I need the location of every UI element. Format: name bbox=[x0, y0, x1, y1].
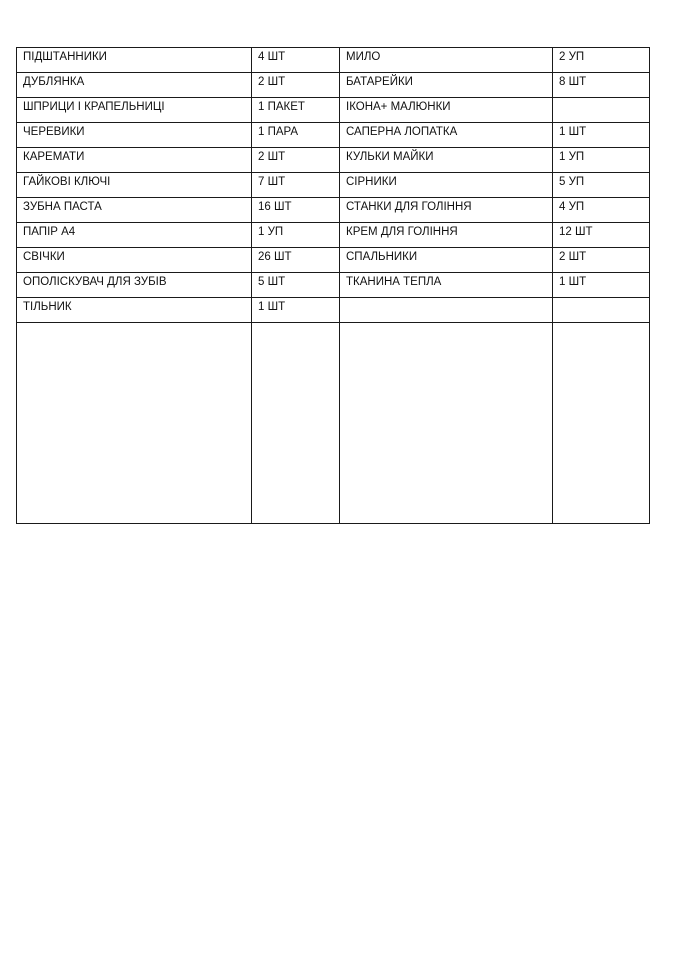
item-name-cell: КАРЕМАТИ bbox=[17, 148, 252, 173]
item-quantity-cell: 1 УП bbox=[252, 223, 340, 248]
item-name-cell: ШПРИЦИ І КРАПЕЛЬНИЦІ bbox=[17, 98, 252, 123]
item-name-cell: ПАПІР А4 bbox=[17, 223, 252, 248]
item-name-cell: СІРНИКИ bbox=[340, 173, 553, 198]
item-quantity-cell: 2 ШТ bbox=[553, 248, 650, 273]
item-name-cell: ПІДШТАННИКИ bbox=[17, 48, 252, 73]
item-quantity-cell: 1 УП bbox=[553, 148, 650, 173]
table-row bbox=[17, 73, 650, 98]
item-quantity-cell: 1 ПАРА bbox=[252, 123, 340, 148]
item-quantity-cell: 5 УП bbox=[553, 173, 650, 198]
item-name-cell: ТКАНИНА ТЕПЛА bbox=[340, 273, 553, 298]
item-name-cell: ІКОНА+ МАЛЮНКИ bbox=[340, 98, 553, 123]
item-quantity-cell bbox=[553, 298, 650, 323]
item-name-cell: СВІЧКИ bbox=[17, 248, 252, 273]
table-row bbox=[17, 198, 650, 223]
table-row bbox=[17, 123, 650, 148]
item-name-cell: ТІЛЬНИК bbox=[17, 298, 252, 323]
item-quantity-cell: 1 ШТ bbox=[553, 273, 650, 298]
item-name-cell: СТАНКИ ДЛЯ ГОЛІННЯ bbox=[340, 198, 553, 223]
item-name-cell: БАТАРЕЙКИ bbox=[340, 73, 553, 98]
table-row-empty bbox=[17, 323, 650, 524]
item-quantity-cell: 4 УП bbox=[553, 198, 650, 223]
table-row bbox=[17, 223, 650, 248]
table-row bbox=[17, 273, 650, 298]
item-name-cell: КУЛЬКИ МАЙКИ bbox=[340, 148, 553, 173]
item-quantity-cell: 7 ШТ bbox=[252, 173, 340, 198]
item-name-cell: ЧЕРЕВИКИ bbox=[17, 123, 252, 148]
item-name-cell: МИЛО bbox=[340, 48, 553, 73]
table-row bbox=[17, 148, 650, 173]
item-quantity-cell: 8 ШТ bbox=[553, 73, 650, 98]
empty-cell bbox=[17, 323, 252, 524]
item-quantity-cell: 2 ШТ bbox=[252, 73, 340, 98]
item-quantity-cell: 16 ШТ bbox=[252, 198, 340, 223]
inventory-table bbox=[16, 47, 650, 524]
item-quantity-cell: 1 ПАКЕТ bbox=[252, 98, 340, 123]
item-quantity-cell: 4 ШТ bbox=[252, 48, 340, 73]
item-quantity-cell bbox=[553, 98, 650, 123]
item-name-cell: КРЕМ ДЛЯ ГОЛІННЯ bbox=[340, 223, 553, 248]
item-quantity-cell: 1 ШТ bbox=[252, 298, 340, 323]
table-row bbox=[17, 48, 650, 73]
item-quantity-cell: 5 ШТ bbox=[252, 273, 340, 298]
table-row bbox=[17, 248, 650, 273]
empty-cell bbox=[252, 323, 340, 524]
item-name-cell: ОПОЛІСКУВАЧ ДЛЯ ЗУБІВ bbox=[17, 273, 252, 298]
empty-cell bbox=[340, 323, 553, 524]
item-name-cell: ДУБЛЯНКА bbox=[17, 73, 252, 98]
item-name-cell: ГАЙКОВІ КЛЮЧІ bbox=[17, 173, 252, 198]
item-quantity-cell: 2 УП bbox=[553, 48, 650, 73]
item-name-cell: ЗУБНА ПАСТА bbox=[17, 198, 252, 223]
empty-cell bbox=[553, 323, 650, 524]
item-quantity-cell: 26 ШТ bbox=[252, 248, 340, 273]
item-quantity-cell: 2 ШТ bbox=[252, 148, 340, 173]
item-name-cell: САПЕРНА ЛОПАТКА bbox=[340, 123, 553, 148]
table-row bbox=[17, 98, 650, 123]
item-quantity-cell: 12 ШТ bbox=[553, 223, 650, 248]
item-name-cell: СПАЛЬНИКИ bbox=[340, 248, 553, 273]
item-name-cell bbox=[340, 298, 553, 323]
table-row bbox=[17, 298, 650, 323]
item-quantity-cell: 1 ШТ bbox=[553, 123, 650, 148]
table-row bbox=[17, 173, 650, 198]
